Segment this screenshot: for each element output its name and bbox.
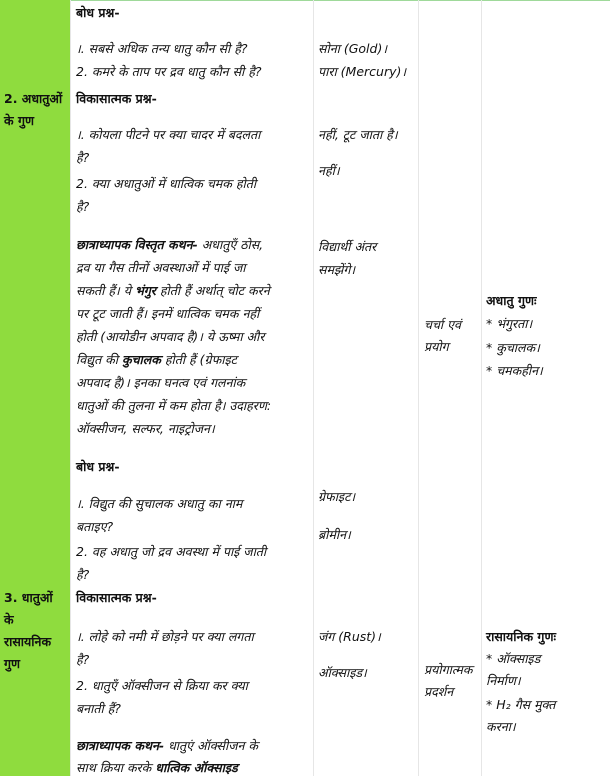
kathan-text: होती हैं अर्थात् चोट करने: [155, 283, 270, 298]
kathan-text: अधातुएँ ठोस,: [197, 237, 264, 252]
bodh-prashna-heading: बोध प्रश्न-: [76, 5, 120, 20]
question-text: 2. वह अधातु जो द्रव अवस्था में पाई जाती: [76, 544, 267, 559]
question-text: ।. लोहे को नमी में छोड़ने पर क्या लगता: [76, 629, 254, 644]
teaching-method: प्रयोगात्मक: [424, 662, 473, 677]
kathan-paragraph-line: द्रव या गैस तीनों अवस्थाओं में पाई जा: [76, 260, 246, 275]
blackboard-summary-title: रासायनिक गुणः: [486, 629, 557, 644]
blackboard-summary-item: करना।: [486, 719, 516, 734]
column-divider: [481, 0, 482, 776]
answer-text: नहीं।: [318, 163, 340, 178]
vikasatmak-heading: विकासात्मक प्रश्न-: [76, 590, 157, 605]
column-divider: [418, 0, 419, 776]
question-text: 2. क्या अधातुओं में धात्विक चमक होती: [76, 176, 257, 191]
blackboard-summary-item: निर्माण।: [486, 673, 521, 688]
question-text: है?: [76, 567, 90, 582]
section-title: के: [4, 612, 14, 627]
question-text: है?: [76, 652, 90, 667]
kathan-text: साथ क्रिया करके: [76, 760, 152, 775]
teaching-method: प्रदर्शन: [424, 684, 454, 699]
kathan-label: छात्राध्यापक विस्तृत कथन-: [76, 237, 198, 252]
student-activity: विद्यार्थी अंतर: [318, 239, 377, 254]
section-title: 2. अधातुओं के गुण: [4, 91, 63, 128]
kathan-bold-term: धात्विक ऑक्साइड: [155, 760, 238, 775]
kathan-text: विद्युत की: [76, 352, 118, 367]
kathan-paragraph-line: पर टूट जाती हैं। इनमें धात्विक चमक नहीं: [76, 306, 260, 321]
answer-text: ग्रेफाइट।: [318, 489, 356, 504]
column-divider: [70, 0, 71, 776]
kathan-paragraph-line: [76, 735, 258, 757]
kathan-bold-term: कुचालक: [121, 352, 161, 367]
kathan-text: सकती हैं। ये: [76, 283, 131, 298]
vikasatmak-heading: विकासात्मक प्रश्न-: [76, 91, 157, 106]
question-text: बताइए?: [76, 519, 114, 534]
kathan-paragraph-line: [76, 349, 237, 371]
top-border-line: [0, 0, 610, 1]
teaching-method: चर्चा एवं: [424, 317, 461, 332]
blackboard-summary-title: अधातु गुणः: [486, 293, 537, 308]
kathan-label: छात्राध्यापक कथन-: [76, 738, 165, 753]
kathan-paragraph-line: धातुओं की तुलना में कम होता है। उदाहरण:: [76, 398, 272, 413]
question-text: ।. कोयला पीटने पर क्या चादर में बदलता: [76, 127, 261, 142]
question-text: है?: [76, 150, 90, 165]
kathan-bold-term: भंगुर: [134, 283, 156, 298]
blackboard-summary-item: * ऑक्साइड: [486, 651, 541, 666]
kathan-text: होती हैं (ग्रेफाइट: [160, 352, 237, 367]
kathan-paragraph-line: [76, 234, 263, 256]
student-activity: समझेंगे।: [318, 262, 356, 277]
column-divider: [313, 0, 314, 776]
section-title: 3. धातुओं: [4, 590, 53, 605]
kathan-paragraph-line: होती (आयोडीन अपवाद है)। ये ऊष्मा और: [76, 329, 265, 344]
question-text: ।. विद्युत की सुचालक अधातु का नाम: [76, 496, 243, 511]
kathan-paragraph-line: ऑक्सीजन, सल्फर, नाइट्रोजन।: [76, 421, 215, 436]
kathan-text: धातुएं ऑक्सीजन के: [164, 738, 259, 753]
answer-text: ब्रोमीन।: [318, 527, 351, 542]
kathan-paragraph-line: अपवाद है)। इनका घनत्व एवं गलनांक: [76, 375, 246, 390]
blackboard-summary-item: * चमकहीन।: [486, 363, 543, 378]
question-text: 2. कमरे के ताप पर द्रव धातु कौन सी है?: [76, 64, 262, 79]
answer-text: पारा (Mercury)।: [318, 64, 407, 79]
bodh-prashna-heading: बोध प्रश्न-: [76, 459, 120, 474]
answer-text: ऑक्साइड।: [318, 665, 367, 680]
answer-text: सोना (Gold)।: [318, 41, 388, 56]
blackboard-summary-item: * कुचालक।: [486, 340, 540, 355]
blackboard-summary-item: * H₂ गैस मुक्त: [486, 697, 556, 712]
question-text: ।. सबसे अधिक तन्य धातु कौन सी है?: [76, 41, 248, 56]
section-title: रासायनिक: [4, 634, 52, 649]
answer-text: जंग (Rust)।: [318, 629, 381, 644]
teaching-method: प्रयोग: [424, 339, 449, 354]
section-title: गुण: [4, 656, 21, 671]
kathan-paragraph-line: [76, 280, 270, 302]
blackboard-summary-item: * भंगुरता।: [486, 316, 533, 331]
answer-text: नहीं, टूट जाता है।: [318, 127, 398, 142]
question-text: है?: [76, 199, 90, 214]
question-text: 2. धातुएँ ऑक्सीजन से क्रिया कर क्या: [76, 678, 248, 693]
question-text: बनाती हैं?: [76, 701, 121, 716]
